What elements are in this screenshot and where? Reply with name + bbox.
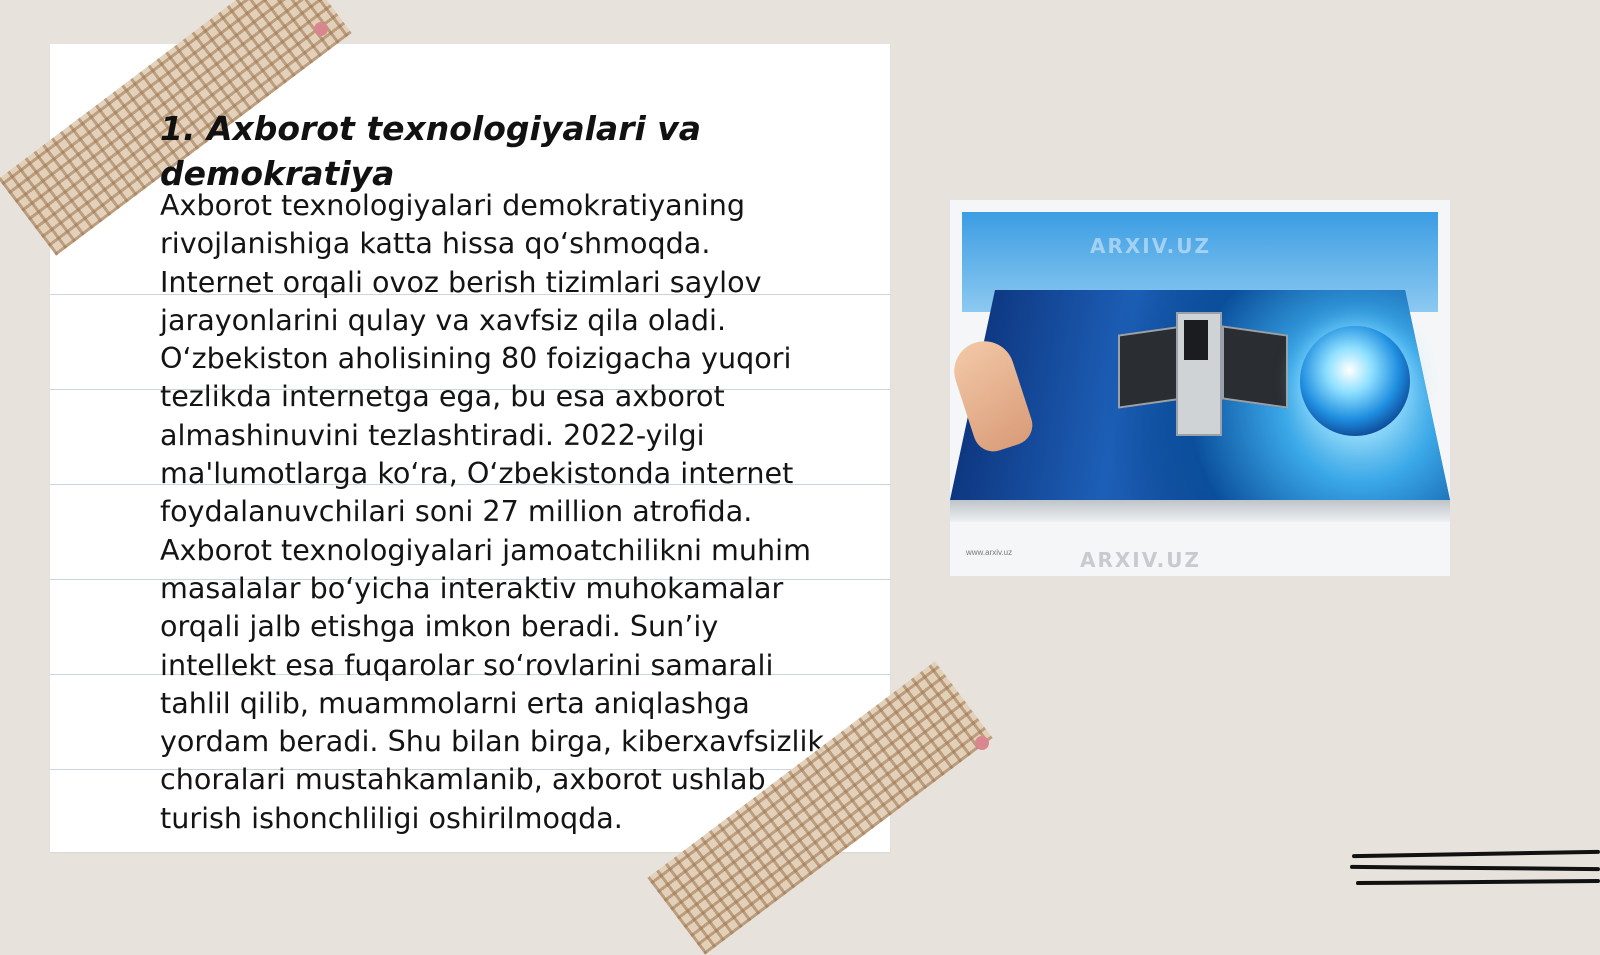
photo-watermark-bottom: ARXIV.UZ: [1080, 548, 1201, 572]
monitor-right-icon: [1222, 325, 1288, 408]
photo-site-label: www.arxiv.uz: [966, 548, 1013, 557]
technology-photo: [950, 200, 1450, 576]
decorative-stroke: [1350, 865, 1600, 871]
photo-shadow: [950, 500, 1450, 522]
tape-end-mark: [975, 736, 989, 750]
decorative-stroke: [1356, 879, 1600, 885]
monitor-left-icon: [1118, 325, 1184, 408]
globe-icon: [1300, 326, 1410, 436]
slide-body-text: Axborot texnologiyalari demokratiyaning rivojlanishiga katta hissa qo‘shmoqda. Internet orqali ovoz berish tizimlari saylov jarayonlarini qulay va xavfsiz qila oladi. O‘zbekiston aholisining 80 foizigacha yuqori tezlikda internetga ega, bu esa axborot almashinuvini tezlashtiradi. 2022-yilgi ma'lumotlarga ko‘ra, O‘zbekistonda internet foydalanuvchilari soni 27 million atrofida. Axborot texnologiyalari jamoatchilikni muhim masalalar bo‘yicha interaktiv muhokamalar orqali jalb etishga imkon beradi. Sun’iy intellekt esa fuqarolar so‘rovlarini samarali tahlil qilib, muammolarni erta aniqlashga yordam beradi. Shu bilan birga, kiberxavfsizlik choralari mustahkamlanib, axborot ushlab turish ishonchliligi oshirilmoqda.: [160, 188, 824, 835]
tape-end-mark: [314, 22, 328, 36]
computer-tower-screen: [1184, 320, 1208, 360]
photo-watermark-top: ARXIV.UZ: [1090, 234, 1211, 258]
slide-heading: 1. Axborot texnologiyalari va demokratiya: [160, 109, 702, 193]
decorative-stroke: [1352, 850, 1600, 858]
